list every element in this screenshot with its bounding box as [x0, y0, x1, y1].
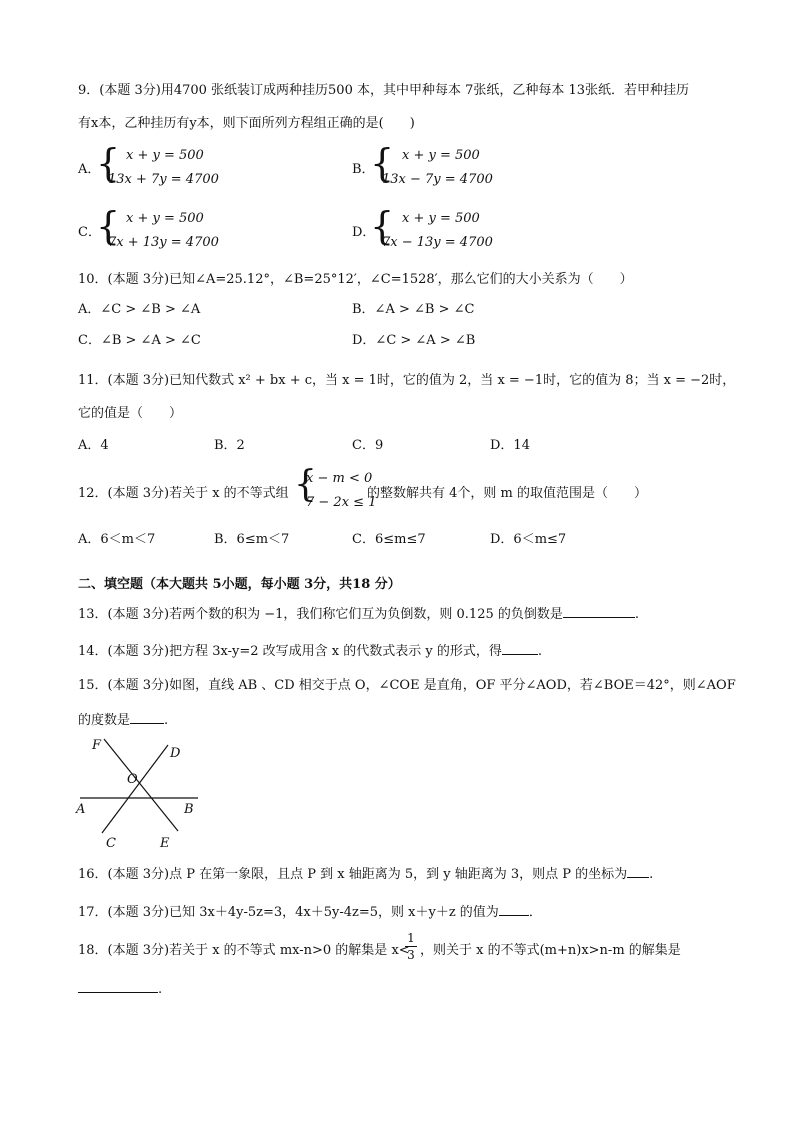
equation: x + y = 500	[126, 211, 204, 226]
q14-end: .	[537, 644, 542, 659]
q18-part2: ，则关于 x 的不等式(m+n)x>n-m 的解集是	[420, 943, 681, 958]
brace-icon: {	[96, 204, 121, 248]
equation: 13x + 7y = 4700	[108, 172, 219, 187]
label-f: F	[92, 738, 102, 753]
answer-blank	[627, 865, 649, 878]
q14	[78, 642, 542, 658]
q15-stem-line2	[78, 711, 168, 727]
q15-end: .	[164, 713, 169, 728]
label-d: D	[170, 746, 181, 761]
q12-option-a: A．6＜m＜7	[78, 532, 156, 547]
answer-blank	[563, 605, 635, 618]
option-label: A．	[78, 162, 101, 177]
line-cd	[102, 745, 168, 833]
answer-blank	[499, 903, 529, 916]
option-label: D．	[352, 225, 376, 240]
option-label: C．	[78, 225, 101, 240]
q12-option-d: D．6＜m≤7	[490, 532, 567, 547]
brace-icon: {	[294, 464, 317, 505]
q13	[78, 605, 639, 621]
q10-option-d: D．∠C > ∠A > ∠B	[352, 333, 476, 348]
q10-stem: 10．(本题 3分)已知∠A=25.12°，∠B=25°12′，∠C=1528′，那么它们的大小关系为（ ）	[78, 272, 633, 287]
label-c: C	[106, 836, 116, 851]
q12-stem-suffix: 的整数解共有 4个，则 m 的取值范围是（ ）	[367, 486, 647, 501]
fraction-numerator: 1	[407, 931, 415, 945]
q10-option-c: C．∠B > ∠A > ∠C	[78, 333, 201, 348]
line-oe-of	[104, 739, 178, 831]
q12-inequality-2: 7 − 2x ≤ 1	[306, 495, 377, 510]
equation: 7x + 13y = 4700	[108, 235, 219, 250]
q17-text: 17．(本题 3分)已知 3x＋4y-5z=3，4x＋5y-4z=5，则 x＋y＋z 的值为	[78, 905, 499, 920]
q14-text: 14．(本题 3分)把方程 3x-y=2 改写成用含 x 的代数式表示 y 的形式，得	[78, 644, 502, 659]
fraction-denominator: 3	[407, 948, 415, 962]
label-e: E	[160, 836, 170, 851]
q18-fraction	[405, 932, 417, 961]
q13-text: 13．(本题 3分)若两个数的积为 −1，我们称它们互为负倒数，则 0.125 的负倒数是	[78, 607, 563, 622]
q11-option-b: B．2	[214, 438, 245, 453]
q13-end: .	[634, 607, 640, 622]
equation: x + y = 500	[402, 211, 480, 226]
brace-icon: {	[370, 204, 395, 248]
equation: x + y = 500	[402, 148, 480, 163]
equation: 7x − 13y = 4700	[382, 235, 493, 250]
q15-text: 的度数是	[78, 713, 131, 728]
equation: x + y = 500	[126, 148, 204, 163]
q11-option-d: D．14	[490, 438, 530, 453]
q17-end: ．	[528, 905, 542, 920]
q11-option-a: A．4	[78, 438, 109, 453]
q17	[78, 903, 542, 919]
q12-option-c: C．6≤m≤7	[352, 532, 426, 547]
q15-figure	[70, 733, 210, 855]
label-a: A	[76, 802, 86, 817]
q10-option-b: B．∠A > ∠B > ∠C	[352, 302, 475, 317]
label-o: O	[127, 772, 138, 787]
q11-stem-line2: 它的值是（ ）	[78, 406, 183, 421]
answer-blank	[78, 980, 158, 993]
answer-blank	[130, 711, 164, 724]
section-title: 二、填空题（本大题共 5小题，每小题 3分，共18 分）	[78, 577, 401, 592]
option-label: B．	[352, 162, 375, 177]
q12-inequality-1: x − m < 0	[306, 471, 373, 486]
q15-stem-line1: 15．(本题 3分)如图，直线 AB 、CD 相交于点 O，∠COE 是直角，OF 平分∠AOD，若∠BOE＝42°，则∠AOF	[78, 678, 736, 693]
q9-stem-line2: 有x本，乙种挂历有y本，则下面所列方程组正确的是( )	[78, 116, 415, 131]
q11-stem: 11．(本题 3分)已知代数式 x² + bx + c，当 x = 1时，它的值为 2，当 x = −1时，它的值为 8；当 x = −2时，	[78, 373, 736, 388]
fraction-bar	[405, 946, 417, 947]
label-b: B	[184, 802, 194, 817]
q16-text: 16．(本题 3分)点 P 在第一象限，且点 P 到 x 轴距离为 5，到 y 轴距离为 3，则点 P 的坐标为	[78, 867, 628, 882]
answer-blank	[502, 642, 538, 655]
brace-icon: {	[96, 141, 121, 185]
q16	[78, 865, 653, 881]
q18-answer-line	[78, 980, 162, 996]
q16-end: .	[649, 867, 654, 882]
q9-stem-line1: 9．(本题 3分)用4700 张纸装订成两种挂历500 本，其中甲种每本 7张纸，乙种每本 13张纸．若甲种挂历	[78, 83, 690, 98]
equation: 13x − 7y = 4700	[382, 172, 493, 187]
q12-stem-prefix: 12．(本题 3分)若关于 x 的不等式组	[78, 486, 289, 501]
q11-option-c: C．9	[352, 438, 384, 453]
q12-option-b: B．6≤m＜7	[214, 532, 290, 547]
q18-end: .	[158, 982, 163, 997]
brace-icon: {	[370, 141, 395, 185]
q18-part1: 18．(本题 3分)若关于 x 的不等式 mx-n>0 的解集是 x<	[78, 943, 410, 958]
q10-option-a: A．∠C > ∠B > ∠A	[78, 302, 201, 317]
